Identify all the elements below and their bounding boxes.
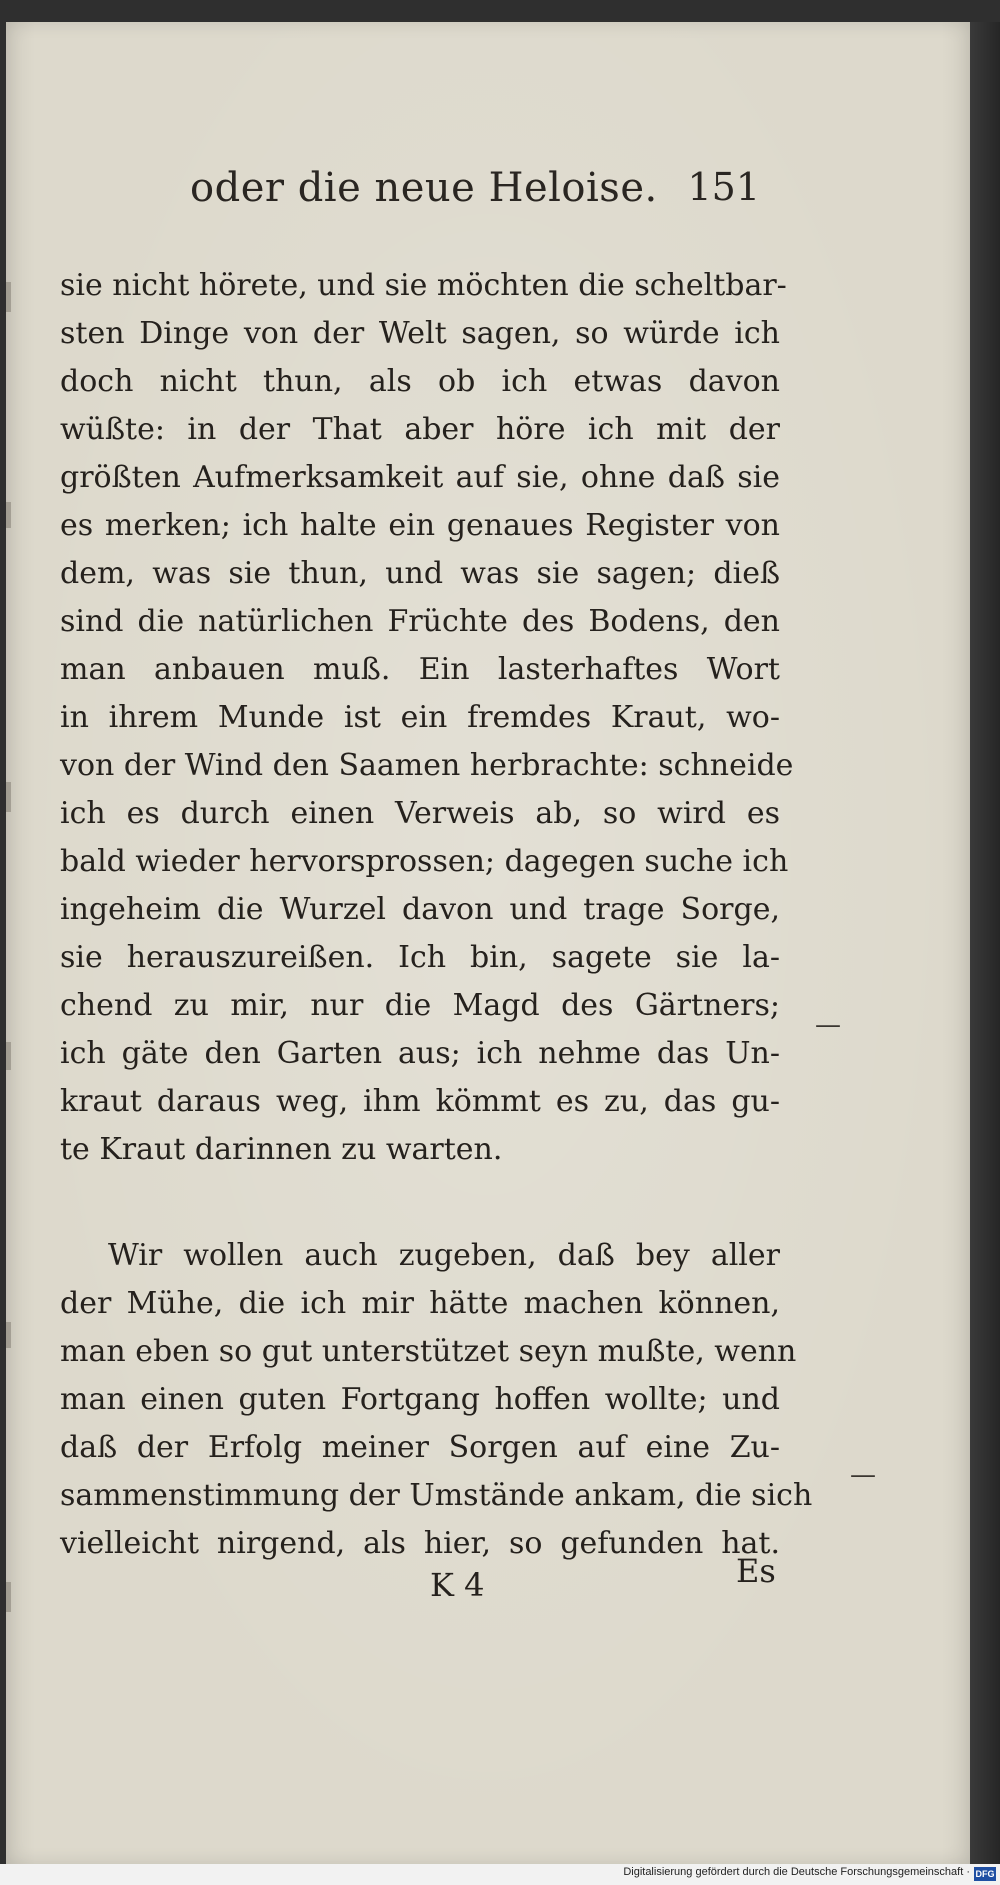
- page-number: 151: [687, 165, 760, 209]
- text-line: sten Dinge von der Welt sagen, so würde ich: [60, 316, 780, 351]
- margin-dash-mark: —: [850, 1460, 876, 1490]
- catchword: Es: [736, 1552, 776, 1590]
- paragraph-1: [60, 262, 794, 1174]
- gutter-mark: [6, 1322, 11, 1348]
- text-line: es merken; ich halte ein genaues Register von: [60, 508, 780, 543]
- dfg-logo-icon: DFG: [975, 1869, 995, 1879]
- text-line: größten Aufmerksamkeit auf sie, ohne daß sie: [60, 460, 780, 495]
- text-line: bald wieder hervorsprossen; dagegen suche ich: [60, 844, 789, 879]
- paragraph-2: [60, 1232, 813, 1568]
- gutter-mark: [6, 1042, 11, 1070]
- text-line: sie nicht hörete, und sie möchten die scheltbar-: [60, 268, 787, 303]
- page-edge-shadow: [970, 22, 1000, 1864]
- text-line: doch nicht thun, als ob ich etwas davon: [60, 364, 780, 399]
- text-line: dem, was sie thun, und was sie sagen; dieß: [60, 556, 780, 591]
- text-line: sammenstimmung der Umstände ankam, die sich: [60, 1478, 813, 1513]
- text-line: wüßte: in der That aber höre ich mit der: [60, 412, 780, 447]
- text-line: der Mühe, die ich mir hätte machen können,: [60, 1286, 780, 1321]
- text-line: man eben so gut unterstützet seyn mußte, wenn: [60, 1334, 797, 1369]
- paragraph-gap: [60, 1174, 780, 1232]
- text-line: ich es durch einen Verweis ab, so wird es: [60, 796, 780, 831]
- text-line: te Kraut darinnen zu warten.: [60, 1132, 503, 1167]
- gutter-mark: [6, 782, 11, 812]
- page-header: [190, 165, 770, 225]
- text-line: in ihrem Munde ist ein fremdes Kraut, wo-: [60, 700, 780, 735]
- text-line: ich gäte den Garten aus; ich nehme das Un-: [60, 1036, 780, 1071]
- text-line: ingeheim die Wurzel davon und trage Sorge,: [60, 892, 780, 927]
- text-line: vielleicht nirgend, als hier, so gefunden hat.: [60, 1526, 780, 1561]
- signature-mark: K 4: [430, 1566, 485, 1604]
- text-line: kraut daraus weg, ihm kömmt es zu, das gu-: [60, 1084, 780, 1119]
- digitization-footer: [0, 1864, 1000, 1885]
- margin-dash-mark: —: [815, 1010, 841, 1040]
- body-text: [60, 262, 813, 1568]
- gutter-mark: [6, 282, 11, 312]
- gutter-mark: [6, 502, 11, 528]
- text-line: von der Wind den Saamen herbrachte: schneide: [60, 748, 794, 783]
- text-line: Wir wollen auch zugeben, daß bey aller: [108, 1238, 780, 1273]
- gutter-mark: [6, 1582, 11, 1612]
- text-line: daß der Erfolg meiner Sorgen auf eine Zu-: [60, 1430, 780, 1465]
- text-line: man anbauen muß. Ein lasterhaftes Wort: [60, 652, 780, 687]
- text-line: sie herauszureißen. Ich bin, sagete sie la-: [60, 940, 780, 975]
- running-title: oder die neue Heloise.: [190, 165, 658, 211]
- digitization-credit: Digitalisierung gefördert durch die Deutsche Forschungsgemeinschaft ·: [623, 1866, 970, 1878]
- text-line: chend zu mir, nur die Magd des Gärtners;: [60, 988, 780, 1023]
- text-line: sind die natürlichen Früchte des Bodens, den: [60, 604, 780, 639]
- text-line: man einen guten Fortgang hoffen wollte; und: [60, 1382, 780, 1417]
